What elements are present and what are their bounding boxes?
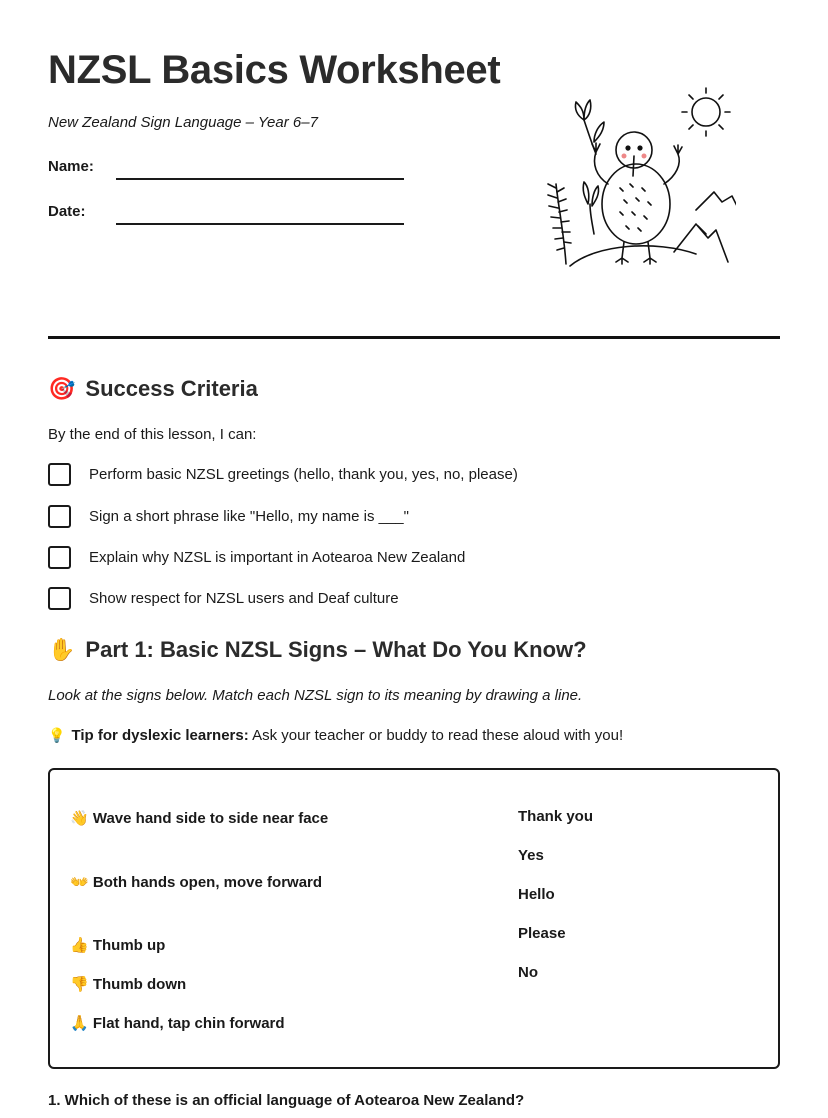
tip-label: Tip for dyslexic learners: xyxy=(71,727,249,744)
name-label: Name: xyxy=(48,158,94,175)
page-title: NZSL Basics Worksheet xyxy=(48,48,501,92)
meaning-item: Thank you xyxy=(518,808,594,825)
criteria-item xyxy=(48,463,518,486)
meaning-item: Hello xyxy=(518,886,555,903)
matching-box xyxy=(48,768,780,1069)
sign-item xyxy=(70,933,330,958)
sign-text: Flat hand, tap chin forward xyxy=(92,1015,285,1032)
section-divider xyxy=(48,336,780,339)
success-criteria-intro: By the end of this lesson, I can: xyxy=(48,426,257,443)
sign-item xyxy=(70,1011,330,1036)
thumb-up-icon: 👍 xyxy=(70,936,89,954)
criteria-text: Show respect for NZSL users and Deaf culture xyxy=(89,590,399,607)
name-field-line[interactable] xyxy=(116,178,404,180)
folded-hands-icon: 🙏 xyxy=(70,1014,89,1032)
sign-item xyxy=(70,806,330,831)
dyslexia-tip xyxy=(48,727,623,744)
criteria-checkbox[interactable] xyxy=(48,587,71,610)
open-hands-icon: 👐 xyxy=(70,873,89,891)
date-field-line[interactable] xyxy=(116,223,404,225)
sign-text: Wave hand side to side near face xyxy=(92,810,329,827)
sign-text: Both hands open, move forward xyxy=(92,874,323,891)
criteria-checkbox[interactable] xyxy=(48,463,71,486)
thumb-down-icon: 👎 xyxy=(70,975,89,993)
criteria-item xyxy=(48,587,399,610)
meaning-item: Please xyxy=(518,925,566,942)
success-criteria-heading xyxy=(48,376,258,402)
waving-hand-icon: 👋 xyxy=(70,809,89,827)
criteria-text: Explain why NZSL is important in Aotearoa New Zealand xyxy=(89,549,466,566)
sun-icon xyxy=(682,88,730,136)
sign-text: Thumb down xyxy=(92,976,187,993)
date-label: Date: xyxy=(48,203,86,220)
part1-instruction: Look at the signs below. Match each NZSL sign to its meaning by drawing a line. xyxy=(48,687,583,704)
question-1: 1. Which of these is an official language of Aotearoa New Zealand? xyxy=(48,1092,525,1109)
kiwi-illustration xyxy=(536,84,736,272)
sign-item xyxy=(70,972,330,997)
page-subtitle: New Zealand Sign Language – Year 6–7 xyxy=(48,114,318,131)
target-icon: 🎯 xyxy=(48,376,76,402)
criteria-item xyxy=(48,505,409,528)
part1-title: Part 1: Basic NZSL Signs – What Do You Know? xyxy=(85,637,587,662)
criteria-checkbox[interactable] xyxy=(48,505,71,528)
criteria-item xyxy=(48,546,465,569)
criteria-text: Perform basic NZSL greetings (hello, thank you, yes, no, please) xyxy=(89,466,518,483)
tip-text: Ask your teacher or buddy to read these aloud with you! xyxy=(248,727,624,744)
raised-hand-icon: ✋ xyxy=(48,637,76,663)
meaning-item: Yes xyxy=(518,847,544,864)
meaning-item: No xyxy=(518,964,538,981)
success-criteria-title: Success Criteria xyxy=(85,376,258,401)
criteria-text: Sign a short phrase like "Hello, my name is ___" xyxy=(89,508,409,525)
criteria-checkbox[interactable] xyxy=(48,546,71,569)
sign-text: Thumb up xyxy=(92,937,166,954)
part1-heading xyxy=(48,637,587,663)
sign-item xyxy=(70,870,330,895)
lightbulb-icon: 💡 xyxy=(48,728,66,744)
